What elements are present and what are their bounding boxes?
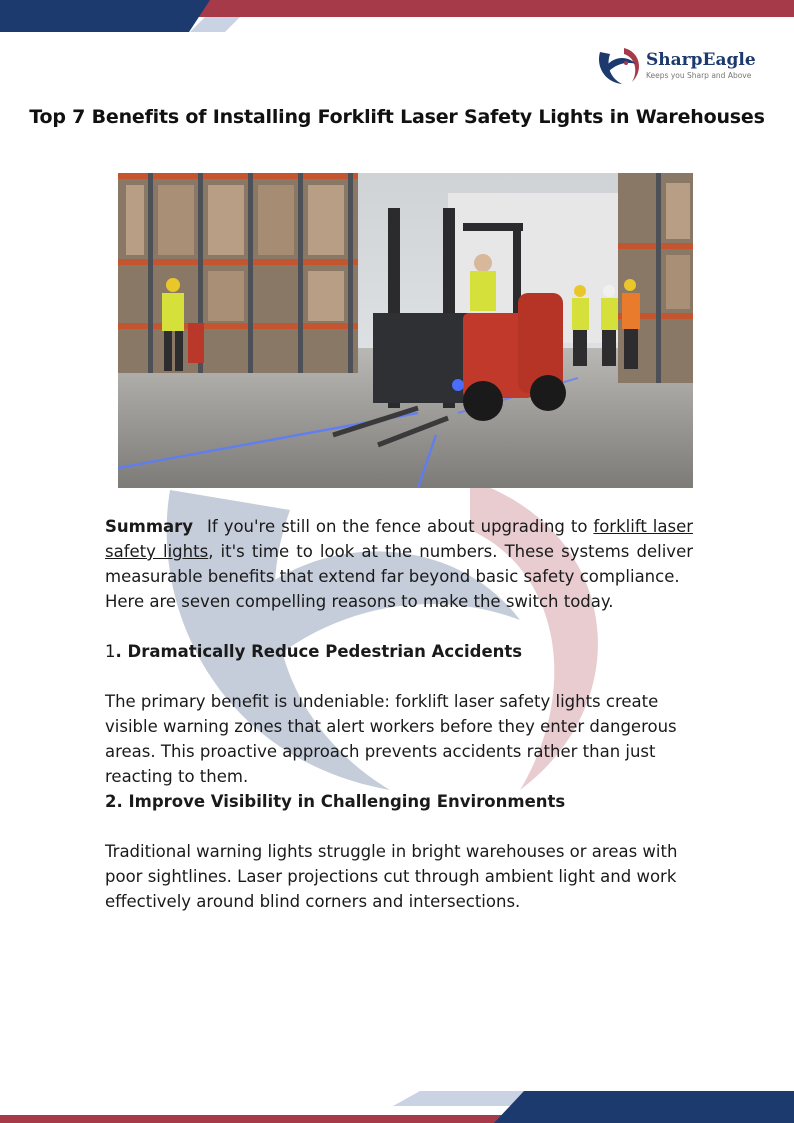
section-1-number: 1 bbox=[105, 642, 116, 661]
bottom-light-bar bbox=[393, 1091, 528, 1106]
summary-text-after-link: , it's time to look at the numbers. These systems deliver measurable benefits that extend far beyond basic safety compliance. bbox=[105, 542, 694, 586]
bottom-red-bar bbox=[0, 1115, 530, 1123]
eagle-icon bbox=[596, 46, 642, 86]
top-navy-bar bbox=[0, 0, 210, 32]
brand-name: SharpEagle bbox=[646, 50, 756, 71]
section-1-heading-text: . Dramatically Reduce Pedestrian Accidents bbox=[115, 642, 523, 661]
top-light-bar bbox=[190, 17, 240, 32]
forklift-warehouse-photo bbox=[118, 173, 693, 488]
brand-tagline: Keeps you Sharp and Above bbox=[646, 71, 752, 81]
section-2-heading: 2. Improve Visibility in Challenging Environments bbox=[105, 792, 566, 811]
summary-paragraph bbox=[105, 514, 693, 614]
section-1-body: The primary benefit is undeniable: forklift laser safety lights create visible warning zones that alert workers before they enter dangerous areas. This proactive approach prevents accidents rather than just reacting to them. bbox=[105, 692, 677, 786]
bottom-navy-bar bbox=[494, 1091, 794, 1123]
summary-text-before-link: If you're still on the fence about upgrading to bbox=[207, 517, 594, 536]
summary-label: Summary bbox=[105, 517, 194, 536]
document-title: Top 7 Benefits of Installing Forklift Laser Safety Lights in Warehouses bbox=[29, 106, 765, 128]
brand-logo[interactable] bbox=[596, 46, 756, 86]
summary-second-line: Here are seven compelling reasons to make the switch today. bbox=[105, 592, 614, 611]
section-2-body: Traditional warning lights struggle in bright warehouses or areas with poor sightlines. Laser projections cut through ambient light and work effectively around blind corners and intersections. bbox=[105, 842, 678, 911]
section-1-heading bbox=[105, 639, 693, 664]
forklift-laser-lights-link[interactable]: forklift laser safety lights bbox=[105, 517, 693, 561]
